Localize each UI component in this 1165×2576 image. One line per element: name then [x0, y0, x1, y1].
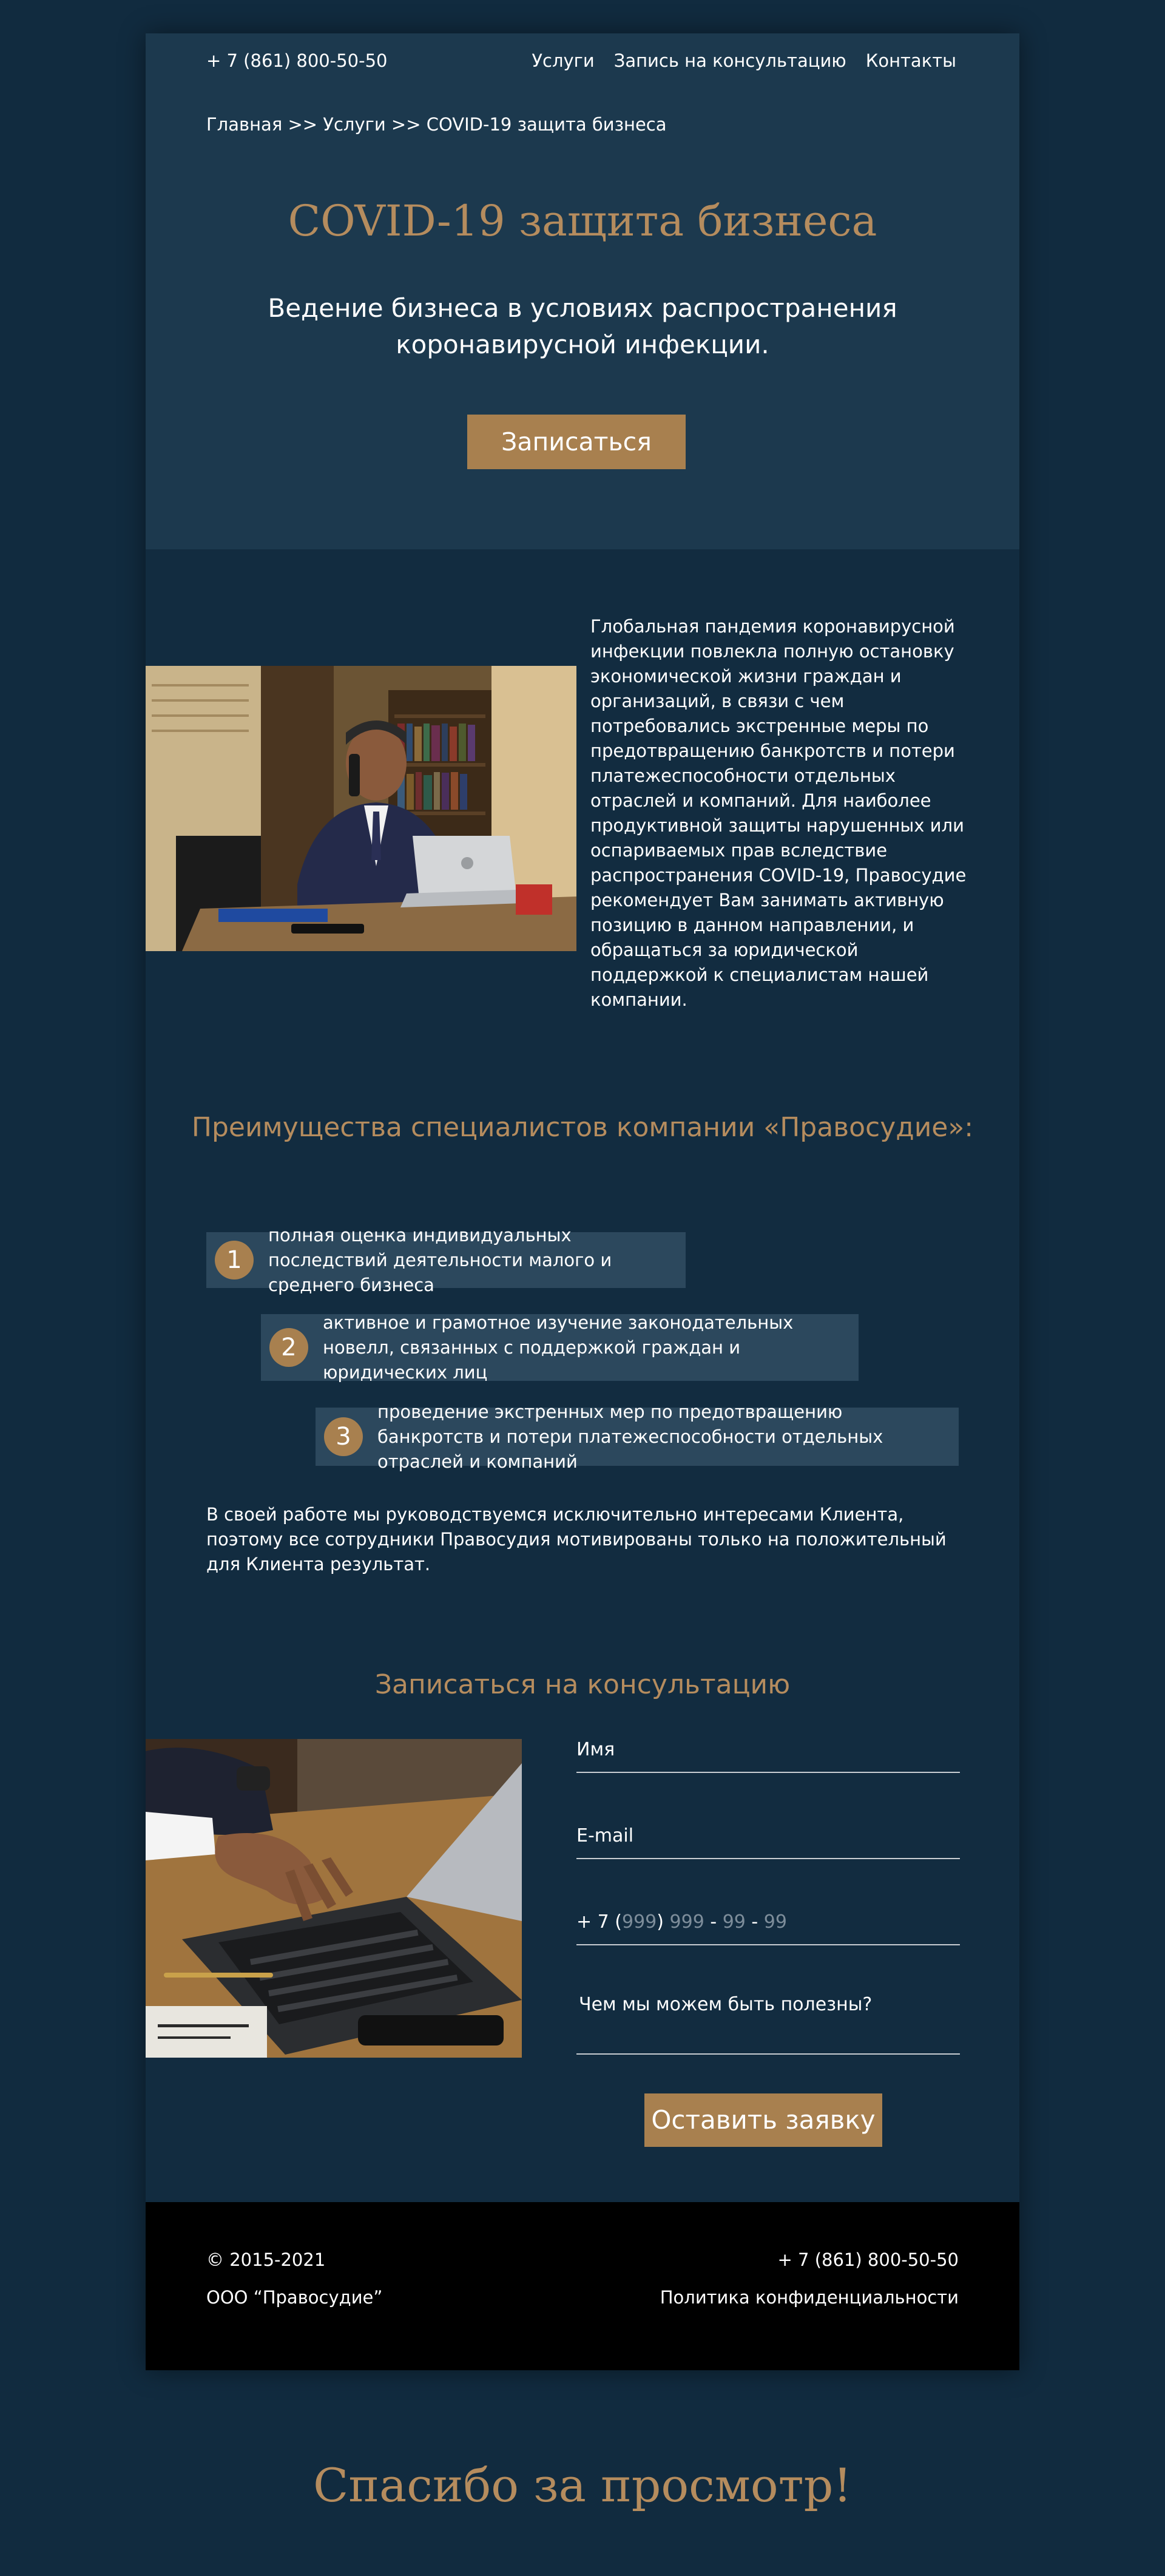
- advantage-item-2: [261, 1314, 859, 1381]
- phone-mask-close: ): [657, 1911, 670, 1933]
- message-field[interactable]: Чем мы можем быть полезны?: [576, 1988, 960, 2055]
- privacy-policy-link[interactable]: Политика конфиденциальности: [660, 2287, 959, 2308]
- number-badge: 1: [215, 1241, 254, 1280]
- phone-prefix: + 7 (: [576, 1911, 622, 1933]
- phone-field[interactable]: [576, 1905, 960, 1945]
- advantage-text: полная оценка индивидуальных последствий деятельности малого и среднего бизнеса: [268, 1224, 612, 1295]
- phone-mask-part1: 999: [669, 1911, 704, 1933]
- footer-company: ООО “Правосудие”: [206, 2287, 383, 2308]
- page-title: COVID-19 защита бизнеса: [288, 196, 877, 246]
- top-nav: [532, 50, 956, 71]
- landing-card: [146, 33, 1019, 2370]
- advantages-title: Преимущества специалистов компании «Правосудие»:: [191, 1112, 974, 1143]
- client-note: В своей работе мы руководствуемся исключительно интересами Клиента, поэтому все сотрудники Правосудия мотивированы только на положительный для Клиента результат.: [206, 1504, 947, 1574]
- nav-services-link[interactable]: Услуги: [532, 50, 595, 71]
- hero-subtitle: Ведение бизнеса в условиях распространения коронавирусной инфекции.: [268, 293, 897, 359]
- advantage-text: активное и грамотное изучение законодательных новелл, связанных с поддержкой граждан и юридических лиц: [323, 1312, 794, 1383]
- number-badge: 2: [269, 1328, 308, 1367]
- advantage-item-1: [206, 1224, 686, 1295]
- footer: [146, 2202, 1019, 2370]
- businessman-phone-photo: [146, 666, 576, 951]
- footer-phone[interactable]: + 7 (861) 800-50-50: [777, 2249, 959, 2270]
- nav-contacts-link[interactable]: Контакты: [865, 50, 956, 71]
- hero-section: [146, 33, 1019, 549]
- number-badge: 3: [324, 1417, 363, 1456]
- phone-mask-sep: -: [745, 1911, 764, 1933]
- header-phone[interactable]: + 7 (861) 800-50-50: [206, 50, 388, 71]
- phone-mask-part2: 99: [722, 1911, 746, 1933]
- email-field[interactable]: E-mail: [576, 1819, 960, 1859]
- submit-request-button[interactable]: Оставить заявку: [644, 2093, 882, 2147]
- consultation-title: Записаться на консультацию: [374, 1669, 791, 1700]
- footer-copyright: © 2015-2021: [206, 2249, 326, 2270]
- advantage-text: проведение экстренных мер по предотвращению банкротств и потери платежеспособности отдельных отраслей и компаний: [377, 1401, 883, 1472]
- phone-mask-code: 999: [622, 1911, 657, 1933]
- phone-mask-sep: -: [704, 1911, 723, 1933]
- name-field[interactable]: Имя: [576, 1733, 960, 1773]
- thanks-caption: Спасибо за просмотр!: [313, 2458, 852, 2512]
- nav-consultation-link[interactable]: Запись на консультацию: [613, 50, 846, 71]
- intro-paragraph: Глобальная пандемия коронавирусной инфекции повлекла полную остановку экономической жизни граждан и организаций, в связи с чем потребовались экстренные меры по предотвращению банкротств и потери платежеспособности отдельных отраслей и компаний. Для наиболее продуктивной защиты нарушенных или оспариваемых прав вследствие распространения COVID-19, Правосудие рекомендует Вам занимать активную позицию в данном направлении, и обращаться за юридической поддержкой к специалистам нашей компании.: [590, 616, 967, 1010]
- laptop-typing-photo: [146, 1739, 522, 2058]
- advantage-item-3: [316, 1401, 959, 1472]
- phone-mask-part3: 99: [763, 1911, 787, 1933]
- signup-button[interactable]: Записаться: [467, 415, 686, 469]
- breadcrumb[interactable]: Главная >> Услуги >> COVID-19 защита бизнеса: [206, 114, 667, 135]
